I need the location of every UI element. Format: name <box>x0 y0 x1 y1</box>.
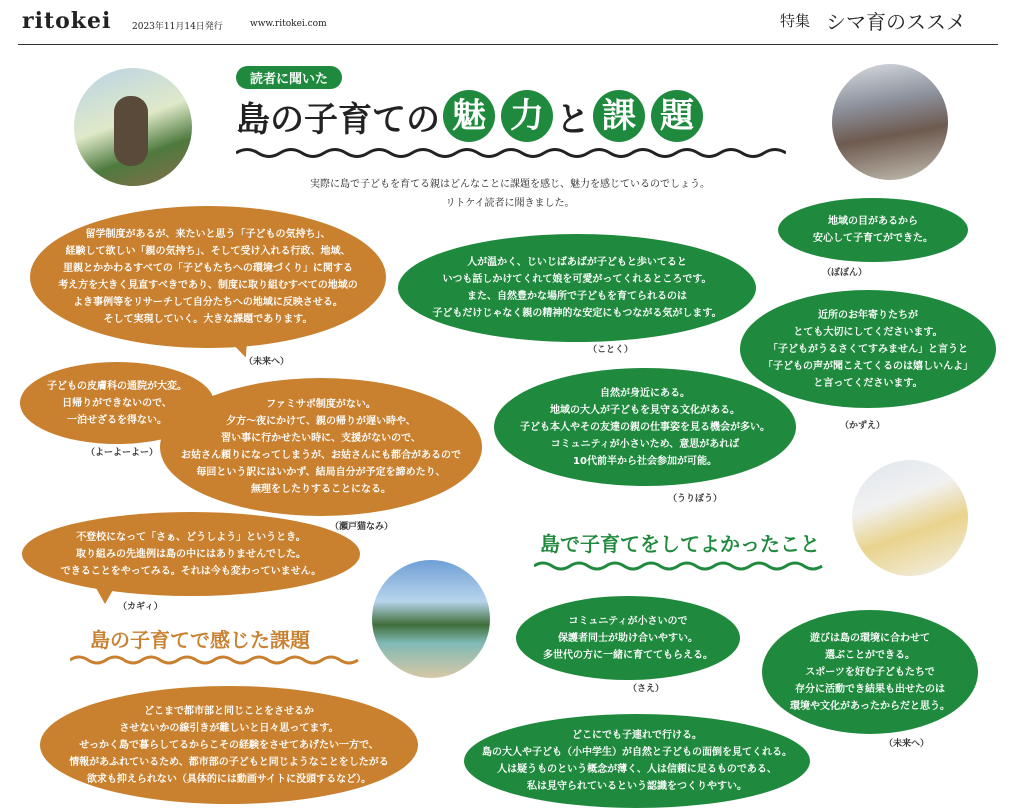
reader-badge: 読者に聞いた <box>236 66 342 89</box>
comment-bubble <box>516 596 740 680</box>
comment-text: 自然が身近にある。 地域の大人が子どもを見守る文化がある。 子ども本人やその友達の親の仕事姿を見る機会が多い。 コミュニティが小さいため、意思があれば 10代前半から社会参加が可能。 <box>520 387 770 467</box>
title-char-3: 課 <box>593 90 645 142</box>
comment-bubble <box>40 686 418 804</box>
feature-title: シマ育のススメ <box>826 10 966 34</box>
good-wave <box>534 560 834 572</box>
comment-author: （瀬戸猫なみ） <box>330 522 394 532</box>
comment-text: ファミサポ制度がない。 夕方〜夜にかけて、親の帰りが遅い時や、 習い事に行かせたい時に、支援がないので、 お姑さん頼りになってしまうが、お姑さんにも都合があるので 毎回という訳にはいかず、結局自分が予定を諦めたり、 無理をしたりすることになる。 <box>181 399 461 495</box>
comment-bubble <box>398 234 756 342</box>
title-char-4: 題 <box>651 90 703 142</box>
comment-bubble <box>778 198 968 262</box>
comment-bubble <box>494 368 796 486</box>
intro-text: 実際に島で子どもを育てる親はどんなことに課題を感じ、魅力を感じているのでしょう。 リトケイ読者に聞きました。 <box>310 179 710 209</box>
comment-author: （さえ） <box>628 684 665 694</box>
comment-text: どこにでも子連れで行ける。 島の大人や子ども（小中学生）が自然と子どもの面倒を見てくれる。 人は疑うものという概念が薄く、人は信頼に足るものである、 私は見守られているという認識をつくりやすい。 <box>482 730 792 792</box>
site-url[interactable]: www.ritokei.com <box>250 19 327 29</box>
comment-text: 不登校になって「さぁ、どうしよう」というとき。 取り組みの先進例は島の中にはありませんでした。 できることをやってみる。それは今も変わっていません。 <box>60 531 322 577</box>
comment-bubble <box>464 714 810 808</box>
title-wave-divider <box>236 146 786 160</box>
comment-author: （よーよーよー） <box>86 448 159 458</box>
comment-author: （未来へ） <box>244 357 290 367</box>
comment-text: 近所のお年寄りたちが とても大切にしてくださいます。 「子どもがうるさくてすみません」と言うと 「子どもの声が聞こえてくるのは嬉しいんよ」 と言ってくださいます。 <box>763 309 973 389</box>
comment-author: （カギィ） <box>118 602 163 612</box>
comment-text: どこまで都市部と同じことをさせるか させないかの線引きが難しいと日々思ってます。 せっかく島で暮らしてるからこその経験をさせてあげたい一方で、 情報があふれているため、都市部の子どもと同じようなことをしたがる 欲求も抑えられない（具体的には動画サイトに没頭するなど）。 <box>69 705 389 785</box>
comment-text: 人が温かく、じいじばあばが子どもと歩いてると いつも話しかけてくれて娘を可愛がってくれるところです。 また、自然豊かな場所で子どもを育てられるのは 子どもだけじゃなく親の精神的な安定にもつながる気がします。 <box>432 257 722 319</box>
logo: ritokei <box>22 8 112 34</box>
comment-author: （ぼぼん） <box>822 268 868 278</box>
issues-wave <box>70 654 360 666</box>
comment-text: 子どもの皮膚科の通院が大変。 日帰りができないので、 一泊せざるを得ない。 <box>47 380 187 426</box>
comment-text: 留学制度があるが、来たいと思う「子どもの気持ち」、 経験して欲しい「親の気持ち」、そして受け入れる行政、地域、 里親とかかわるすべての「子どもたちへの環境づくり」に関する 考え方を大きく見直すべきであり、制度に取り組むすべての地域の よき事例等をリサーチして自分たちへの地域に反映させる。 そして実現していく。大きな課題であります。 <box>58 229 358 325</box>
issue-date: 2023年11月14日発行 <box>132 22 223 32</box>
comment-author: （うりぼう） <box>668 494 723 504</box>
beach-photo <box>372 560 490 678</box>
comment-bubble <box>160 378 482 516</box>
title-char-2: 力 <box>501 90 553 142</box>
comment-text: コミュニティが小さいので 保護者同士が助け合いやすい。 多世代の方に一緒に育ててもらえる。 <box>543 615 713 661</box>
comment-text: 遊びは島の環境に合わせて 選ぶことができる。 スポーツを好む子どもたちで 存分に活動でき結果も出せたのは 環境や文化があったからだと思う。 <box>790 632 950 712</box>
feature-label: 特集 <box>780 12 811 30</box>
bubble-tail <box>96 588 114 604</box>
flower-photo <box>852 460 968 576</box>
comment-text: 地域の目があるから 安心して子育てができた。 <box>813 216 933 244</box>
good-heading: 島で子育てをしてよかったこと <box>540 532 820 556</box>
comment-author: （かずえ） <box>840 421 886 431</box>
comment-author: （未来へ） <box>884 739 930 749</box>
person-figure <box>114 96 148 166</box>
family-photo <box>74 68 192 186</box>
comment-bubble <box>762 610 978 734</box>
comment-bubble <box>740 290 996 408</box>
comment-author: （ことく） <box>588 345 634 355</box>
comment-bubble <box>22 512 360 596</box>
event-photo <box>832 64 948 180</box>
header-rule <box>18 44 998 45</box>
issues-heading: 島の子育てで感じた課題 <box>90 628 310 652</box>
title-mid: と <box>556 99 590 140</box>
comment-bubble <box>30 206 386 348</box>
title-char-1: 魅 <box>443 90 495 142</box>
title-prefix: 島の子育ての <box>236 99 440 140</box>
page-title <box>236 88 706 144</box>
